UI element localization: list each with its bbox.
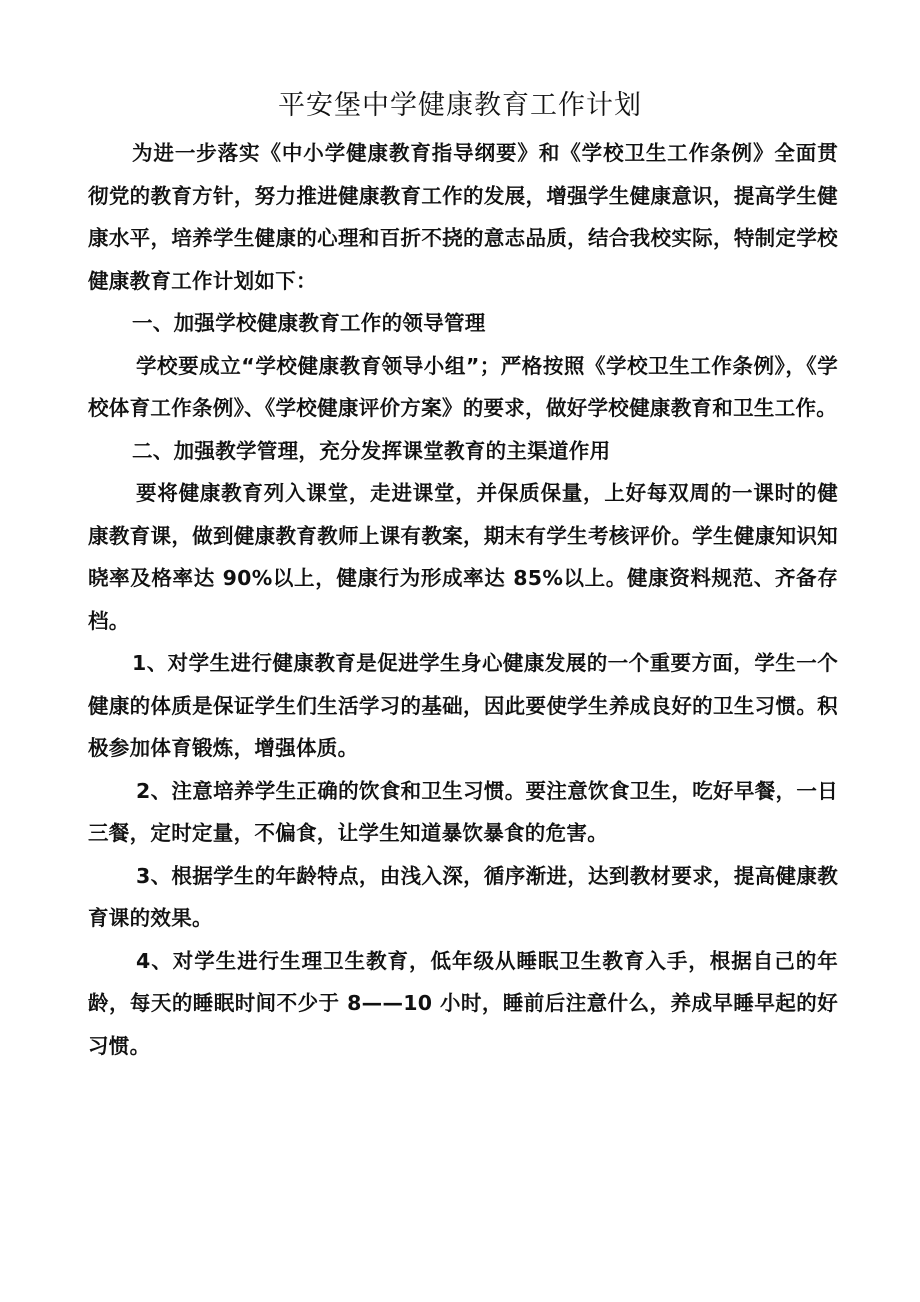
section-1-paragraph: 学校要成立“学校健康教育领导小组”；严格按照《学校卫生工作条例》，《学校体育工作条例》、《学校健康评价方案》的要求，做好学校健康教育和卫生工作。 [88, 353, 838, 420]
document-body [88, 132, 838, 1067]
list-item-1: 1、对学生进行健康教育是促进学生身心健康发展的一个重要方面，学生一个健康的体质是保证学生们生活学习的基础，因此要使学生养成良好的卫生习惯。积极参加体育锻炼，增强体质。 [88, 651, 838, 760]
section-heading-2: 二、加强教学管理，充分发挥课堂教育的主渠道作用 [132, 438, 611, 463]
list-item-3: 3、根据学生的年龄特点，由浅入深，循序渐进，达到教材要求，提高健康教育课的效果。 [88, 863, 838, 930]
intro-paragraph: 为进一步落实《中小学健康教育指导纲要》和《学校卫生工作条例》全面贯彻党的教育方针，努力推进健康教育工作的发展，增强学生健康意识，提高学生健康水平，培养学生健康的心理和百折不挠的意志品质，结合我校实际，特制定学校健康教育工作计划如下： [88, 141, 838, 293]
section-heading-1: 一、加强学校健康教育工作的领导管理 [132, 311, 486, 335]
document-title: 平安堡中学健康教育工作计划 [278, 90, 642, 121]
section-2-paragraph: 要将健康教育列入课堂，走进课堂，并保质保量，上好每双周的一课时的健康教育课，做到健康教育教师上课有教案，期末有学生考核评价。学生健康知识知晓率及格率达 90%以上，健康行为形成率达 85%以上。健康资料规范、齐备存档。 [88, 481, 838, 633]
list-item-2: 2、注意培养学生正确的饮食和卫生习惯。要注意饮食卫生，吃好早餐，一日三餐，定时定量，不偏食，让学生知道暴饮暴食的危害。 [88, 778, 838, 845]
list-item-4: 4、对学生进行生理卫生教育，低年级从睡眠卫生教育入手，根据自己的年龄，每天的睡眠时间不少于 8——10 小时，睡前后注意什么，养成早睡早起的好习惯。 [88, 948, 838, 1058]
